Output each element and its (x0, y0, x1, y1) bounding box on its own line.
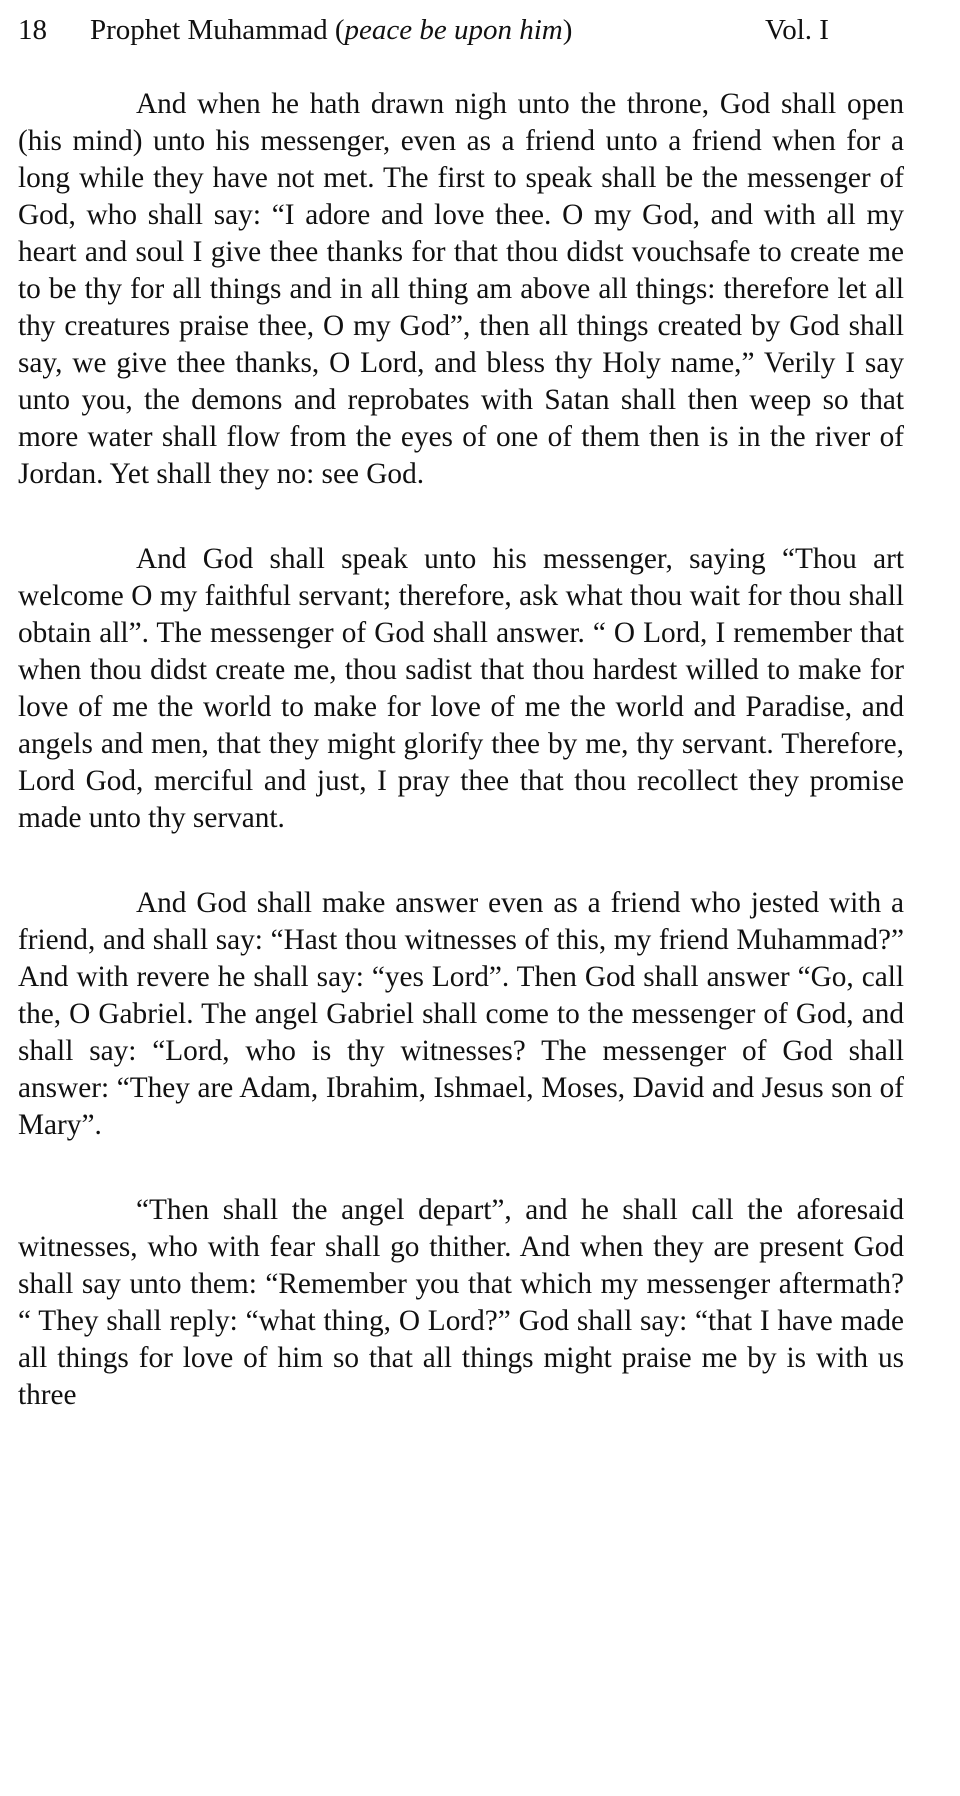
book-title-suffix: ) (562, 14, 573, 46)
volume-label: Vol. I (765, 14, 829, 46)
book-title-italic: peace be upon him (344, 14, 563, 46)
paragraph-1: And when he hath drawn nigh unto the throne, God shall open (his mind) unto his messenger, even as a friend unto a friend when for a long while they have not met. The first to speak shall be the messenger of God, who shall say: “I adore and love thee. O my God, and with all my heart and soul I give thee thanks for that thou didst vouchsafe to create me to be thy for all things and in all thing am above all things: therefore let all thy creatures praise thee, O my God”, then all things created by God shall say, we give thee thanks, O Lord, and bless thy Holy name,” Verily I say unto you, the demons and reprobates with Satan shall then weep so that more water shall flow from the eyes of one of them then is in the river of Jordan. Yet shall they no: see God. (18, 88, 904, 490)
body-text (18, 86, 904, 1414)
paragraph-3: And God shall make answer even as a friend who jested with a friend, and shall say: “Hast thou witnesses of this, my friend Muhammad?” And with revere he shall say: “yes Lord”. Then God shall answer “Go, call the, O Gabriel. The angel Gabriel shall come to the messenger of God, and shall say: “Lord, who is thy witnesses? The messenger of God shall answer: “They are Adam, Ibrahim, Ishmael, Moses, David and Jesus son of Mary”. (18, 887, 904, 1141)
page-number: 18 (18, 14, 47, 46)
book-title-prefix: Prophet Muhammad ( (90, 14, 345, 46)
book-title (90, 10, 572, 50)
paragraph-4: “Then shall the angel depart”, and he shall call the aforesaid witnesses, who with fear shall go thither. And when they are present God shall say unto them: “Remember you that which my messenger aftermath? “ They shall reply: “what thing, O Lord?” God shall say: “that I have made all things for love of him so that all things might praise me by is with us three (18, 1194, 904, 1411)
running-header (18, 10, 878, 50)
paragraph-2: And God shall speak unto his messenger, saying “Thou art welcome O my faithful servant; therefore, ask what thou wait for thou shall obtain all”. The messenger of God shall answer. “ O Lord, I remember that when thou didst create me, thou sadist that thou hardest willed to make for love of me the world to make for love of me the world and Paradise, and angels and men, that they might glorify thee by me, thy servant. Therefore, Lord God, merciful and just, I pray thee that thou recollect they promise made unto thy servant. (18, 543, 904, 834)
